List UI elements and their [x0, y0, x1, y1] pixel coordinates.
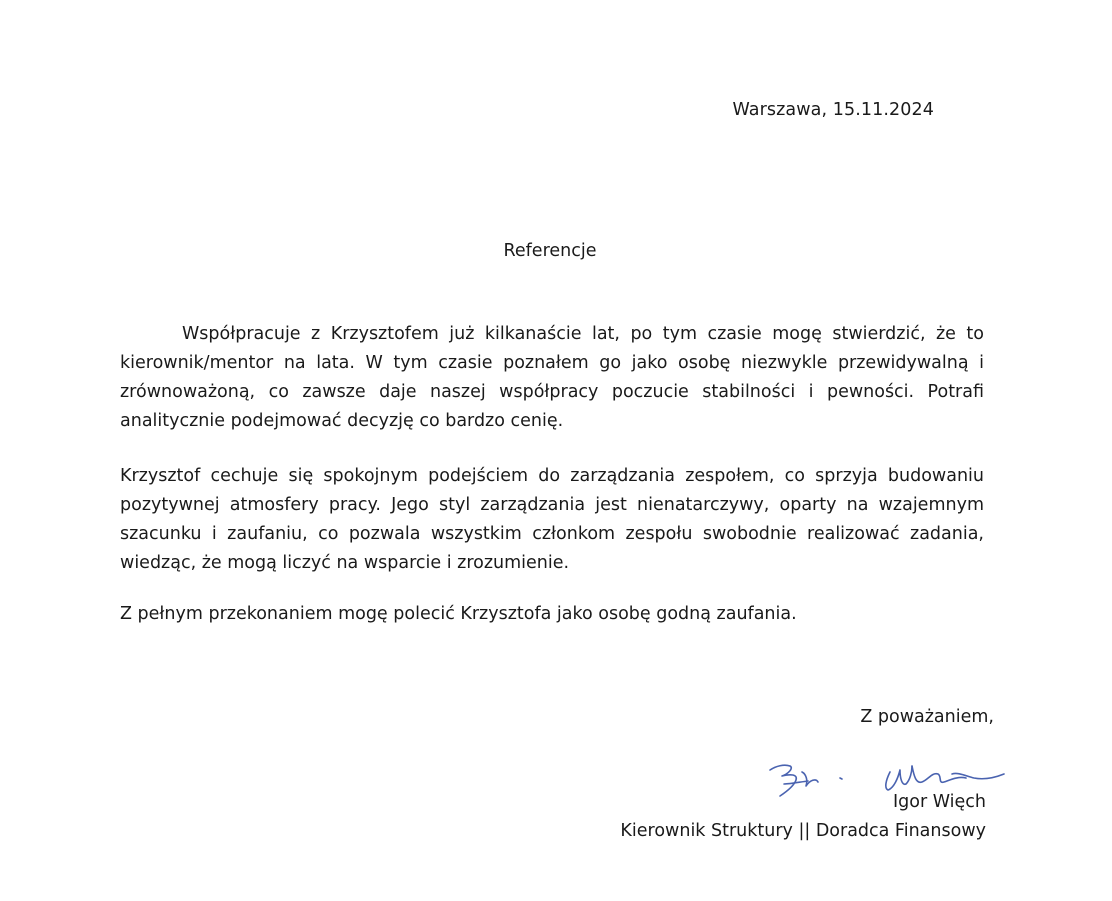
signer-role: Kierownik Struktury || Doradca Finansowy	[620, 821, 986, 841]
paragraph-1: Współpracuje z Krzysztofem już kilkanaście lat, po tym czasie mogę stwierdzić, że to kierownik/mentor na lata. W tym czasie poznałem go jako osobę niezwykle przewidywalną i zrównoważoną, co zawsze daje naszej współpracy poczucie stabilności i pewności. Potrafi analitycznie podejmować decyzję co bardzo cenię.	[120, 324, 984, 431]
paragraph-2: Krzysztof cechuje się spokojnym podejściem do zarządzania zespołem, co sprzyja budowaniu pozytywnej atmosfery pracy. Jego styl zarządzania jest nienatarczywy, oparty na wzajemnym szacunku i zaufaniu, co pozwala wszystkim członkom zespołu swobodnie realizować zadania, wiedząc, że mogą liczyć na wsparcie i zrozumienie.	[120, 466, 984, 573]
signer-name: Igor Więch	[893, 792, 986, 812]
place-and-date: Warszawa, 15.11.2024	[732, 100, 934, 120]
letter-title: Referencje	[503, 241, 597, 261]
closing-phrase: Z poważaniem,	[860, 707, 994, 727]
paragraph-3: Z pełnym przekonaniem mogę polecić Krzysztofa jako osobę godną zaufania.	[120, 604, 797, 624]
